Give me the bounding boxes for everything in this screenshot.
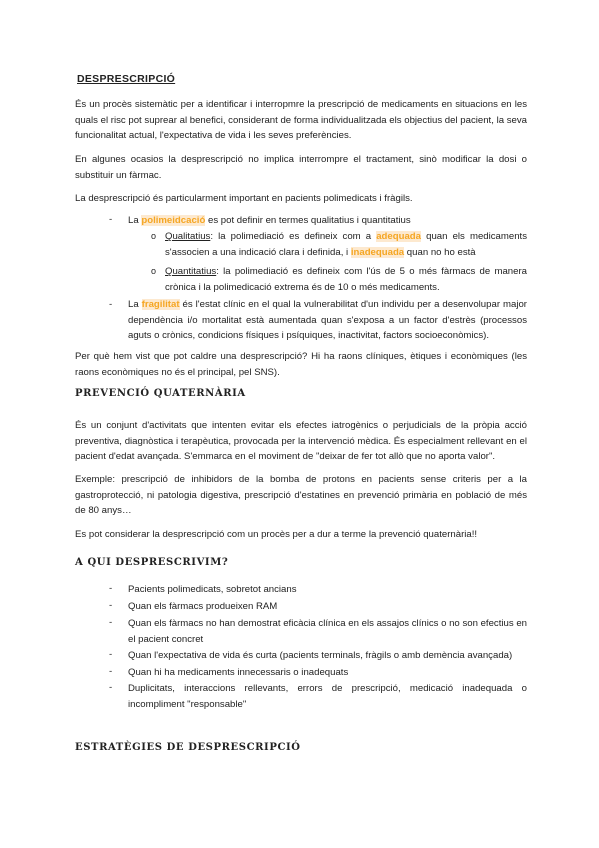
qualitatius-label: Qualitatius bbox=[165, 231, 211, 242]
inadequada-highlight: inadequada bbox=[350, 246, 405, 258]
polimedicacio-item: La polimeidcació es pot definir en termes qualitatius i quantitatius bbox=[128, 215, 411, 226]
list-item: Quan els fàrmacs produeixen RAM bbox=[128, 601, 278, 612]
quantitatius-item: Quantitatius: la polimediació es defineix com l'ús de 5 o més fàrmacs de manera crònica i la polimedicació extrema és de 10 o més medicaments. bbox=[165, 266, 527, 293]
bullet-marker: - bbox=[109, 214, 113, 225]
prevencio-note: Es pot considerar la desprescripció com un procès per a dur a terme la prevenció quaternària!! bbox=[75, 529, 478, 540]
page-title: DESPRESCRIPCIÓ bbox=[77, 73, 176, 85]
intro-paragraph-2: En algunes ocasios la desprescripció no implica interrompre el tractament, sinò modificar la dosi o substituir un fàrmac. bbox=[75, 154, 527, 181]
sub-bullet-marker: o bbox=[151, 231, 157, 241]
bullet-marker: - bbox=[109, 617, 113, 628]
heading-estrategies-desprescripcio: ESTRATÈGIES DE DESPRESCRIPCIÓ bbox=[75, 742, 301, 753]
prevencio-example: Exemple: prescripció de inhibidors de la bomba de protons en pacients sense criteris per a la gastroprotecció, ni patologia digestiva, prescripció d'estatines en prevenció primària en població de més de 80 anys… bbox=[75, 474, 527, 517]
bullet-marker: - bbox=[109, 600, 113, 611]
heading-prevencio-quaternaria: PREVENCIÓ QUATERNÀRIA bbox=[75, 388, 246, 399]
quantitatius-label: Quantitatius bbox=[165, 266, 217, 277]
intro-paragraph-1: És un procès sistemàtic per a identificar i interropmre la prescripció de medicaments en situacions en les quals el risc pot suprear al benefici, considerant de forma individualitzada els objectius del pacient, la seva funcionalitat actual, l'expectativa de vida i les seves preferències. bbox=[75, 99, 527, 142]
list-item: Quan els fàrmacs no han demostrat eficàcia clínica en els assajos clínics o no son efectius en el pacient concret bbox=[128, 618, 527, 645]
fragilitat-highlight: fragilitat bbox=[141, 299, 180, 310]
fragilitat-item: La fragilitat és l'estat clínic en el qual la vulnerabilitat d'un individu per a desenvolupar major dependència i/o mortalitat està aumentada quan s'exposa a un factor d'estrès (processos aguts o crònics, condicions físiques i psíquiques, inactivitat, factors socioeconòmics). bbox=[128, 299, 527, 342]
heading-a-qui-desprescrivim: A QUI DESPRESCRIVIM? bbox=[75, 557, 229, 568]
bullet-marker: - bbox=[109, 682, 113, 693]
list-item: Pacients polimedicats, sobretot ancians bbox=[128, 584, 297, 595]
list-item: Quan l'expectativa de vida és curta (pacients terminals, fràgils o amb demència avançada) bbox=[128, 650, 513, 661]
bullet-marker: - bbox=[109, 649, 113, 660]
sub-bullet-marker: o bbox=[151, 266, 157, 276]
bullet-marker: - bbox=[109, 666, 113, 677]
why-paragraph: Per què hem vist que pot caldre una desprescripció? Hi ha raons clíniques, ètiques i econòmiques (les raons econòmiques no és el principal, pel SNS). bbox=[75, 351, 527, 378]
qualitatius-item: Qualitatius: la polimediació es defineix com a adequada quan els medicaments s'associen a una indicació clara i definida, i inadequada quan no ho està bbox=[165, 231, 528, 258]
prevencio-definition: És un conjunt d'activitats que intenten evitar els efectes iatrogènics o perjudicials de la pròpia acció preventiva, diagnòstica i terapèutica, provocada per la intervenció mèdica. És especialment rellevant en el pacient d'edat avançada. S'emmarca en el moviment de "deixar de fer tot allò que no aporta valor". bbox=[75, 420, 527, 463]
intro-paragraph-3: La desprescripció és particularment important en pacients polimedicats i fràgils. bbox=[75, 193, 413, 204]
bullet-marker: - bbox=[109, 299, 113, 310]
polimedicacio-highlight: polimeidcació bbox=[141, 215, 206, 226]
list-item: Duplicitats, interaccions rellevants, errors de prescripció, medicació inadequada o incompliment "responsable" bbox=[128, 683, 527, 710]
bullet-marker: - bbox=[109, 583, 113, 594]
list-item: Quan hi ha medicaments innecessaris o inadequats bbox=[128, 667, 349, 678]
adequada-highlight: adequada bbox=[376, 231, 422, 242]
